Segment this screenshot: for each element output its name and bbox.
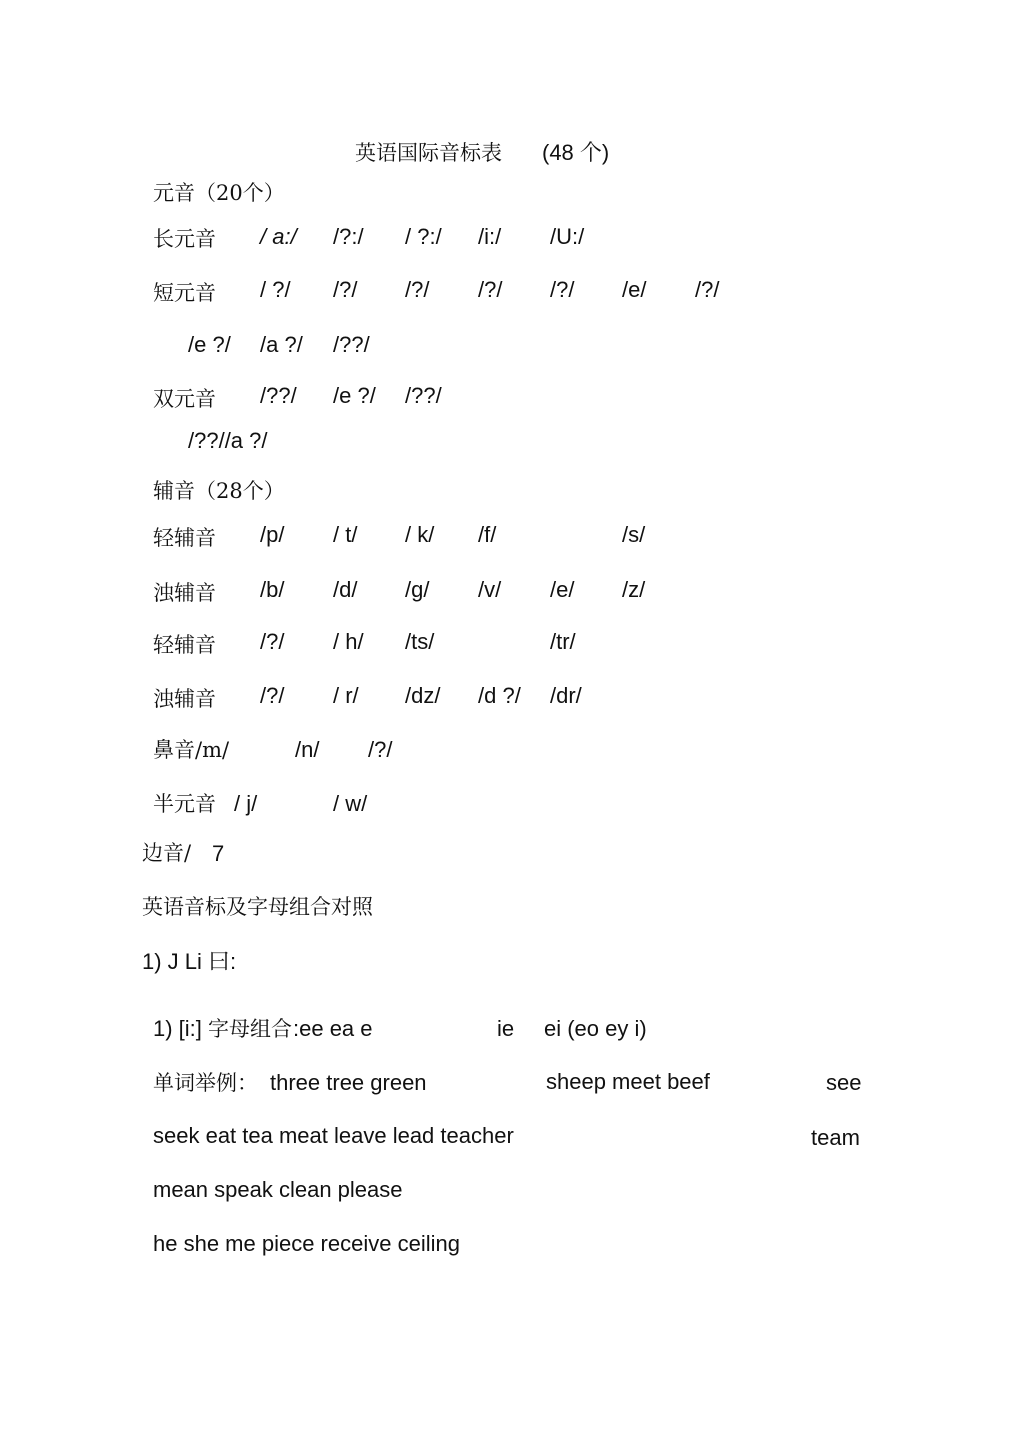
example-words: mean speak clean please (153, 1177, 403, 1202)
consonant-symbol: /tr/ (550, 629, 576, 654)
diphthong-symbol: /e ?/ (188, 332, 231, 357)
item-prefix: 1) [i:] (153, 1016, 202, 1041)
consonant-symbol: /z/ (622, 577, 646, 602)
short-vowel-symbol: /?/ (333, 277, 358, 302)
long-vowel-symbol: /U:/ (550, 224, 585, 249)
consonant-symbol: /f/ (478, 522, 497, 547)
consonant-symbol: /d ?/ (478, 683, 521, 708)
consonant-symbol: / r/ (333, 683, 359, 708)
item-combos: :ee ea e (293, 1016, 373, 1041)
example-words: see (826, 1070, 862, 1095)
short-vowel-symbol: / ?/ (260, 277, 291, 302)
consonant-symbol: /ts/ (405, 629, 435, 654)
lateral-value: 7 (212, 841, 225, 866)
diphthong-label: 双元音 (153, 387, 216, 411)
voiceless-consonant-label: 轻辅音 (153, 526, 216, 550)
voiceless-consonant-label: 轻辅音 (153, 633, 216, 657)
long-vowel-symbol: / ?:/ (405, 224, 442, 249)
diphthong-symbol: /??//a ?/ (188, 428, 268, 453)
short-vowel-symbol: /?/ (550, 277, 575, 302)
item-cn-label: 字母组合 (208, 1017, 292, 1041)
diphthong-symbol: /a ?/ (260, 332, 303, 357)
consonant-symbol: /p/ (260, 522, 285, 547)
diphthong-symbol: /??/ (405, 383, 442, 408)
consonant-symbol: /?/ (260, 683, 285, 708)
consonant-symbol: /v/ (478, 577, 502, 602)
section-heading: 英语音标及字母组合对照 (142, 895, 373, 919)
diphthong-symbol: /e ?/ (333, 383, 376, 408)
example-words: team (811, 1125, 860, 1150)
consonant-symbol: /dz/ (405, 683, 441, 708)
short-vowel-symbol: /?/ (695, 277, 720, 302)
vowels-heading: 元音（20个） (153, 181, 285, 205)
consonant-symbol: / w/ (333, 791, 368, 816)
long-vowel-label: 长元音 (153, 227, 216, 251)
long-vowel-symbol: /i:/ (478, 224, 502, 249)
consonant-symbol: /n/ (295, 737, 320, 762)
long-vowel-symbol: / a:/ (260, 224, 297, 249)
short-vowel-symbol: /e/ (622, 277, 647, 302)
example-words: seek eat tea meat leave lead teacher (153, 1123, 514, 1148)
consonant-symbol: /?/ (260, 629, 285, 654)
consonant-symbol: / k/ (405, 522, 435, 547)
example-words: he she me piece receive ceiling (153, 1231, 460, 1256)
diphthong-symbol: /??/ (333, 332, 370, 357)
examples-label: 单词举例： (153, 1071, 258, 1095)
short-vowel-label: 短元音 (153, 281, 216, 305)
short-vowel-symbol: /?/ (478, 277, 503, 302)
long-vowel-symbol: /?:/ (333, 224, 364, 249)
consonant-symbol: /b/ (260, 577, 285, 602)
example-words: sheep meet beef (546, 1069, 710, 1094)
consonant-symbol: /?/ (368, 737, 393, 762)
semivowel-label: 半元音 (153, 792, 216, 816)
consonant-symbol: /dr/ (550, 683, 582, 708)
item-combos: ie (497, 1016, 515, 1041)
consonant-symbol: /d/ (333, 577, 358, 602)
consonant-symbol: /s/ (622, 522, 646, 547)
consonant-symbol: / j/ (234, 791, 258, 816)
section-subheading: 1) J Li 曰: (142, 949, 237, 974)
phoneme-count: (48 个) (542, 140, 610, 165)
voiced-consonant-label: 浊辅音 (153, 581, 216, 605)
consonant-symbol: /g/ (405, 577, 430, 602)
nasal-label: 鼻音/m/ (153, 738, 230, 762)
consonants-heading: 辅音（28个） (153, 479, 285, 503)
short-vowel-symbol: /?/ (405, 277, 430, 302)
page-title: 英语国际音标表 (355, 141, 502, 165)
consonant-symbol: / h/ (333, 629, 364, 654)
voiced-consonant-label: 浊辅音 (153, 687, 216, 711)
item-combos: ei (eo ey i) (544, 1016, 647, 1041)
example-words: three tree green (270, 1070, 427, 1095)
lateral-label: 边音/ (142, 841, 192, 865)
consonant-symbol: / t/ (333, 522, 358, 547)
diphthong-symbol: /??/ (260, 383, 297, 408)
consonant-symbol: /e/ (550, 577, 575, 602)
